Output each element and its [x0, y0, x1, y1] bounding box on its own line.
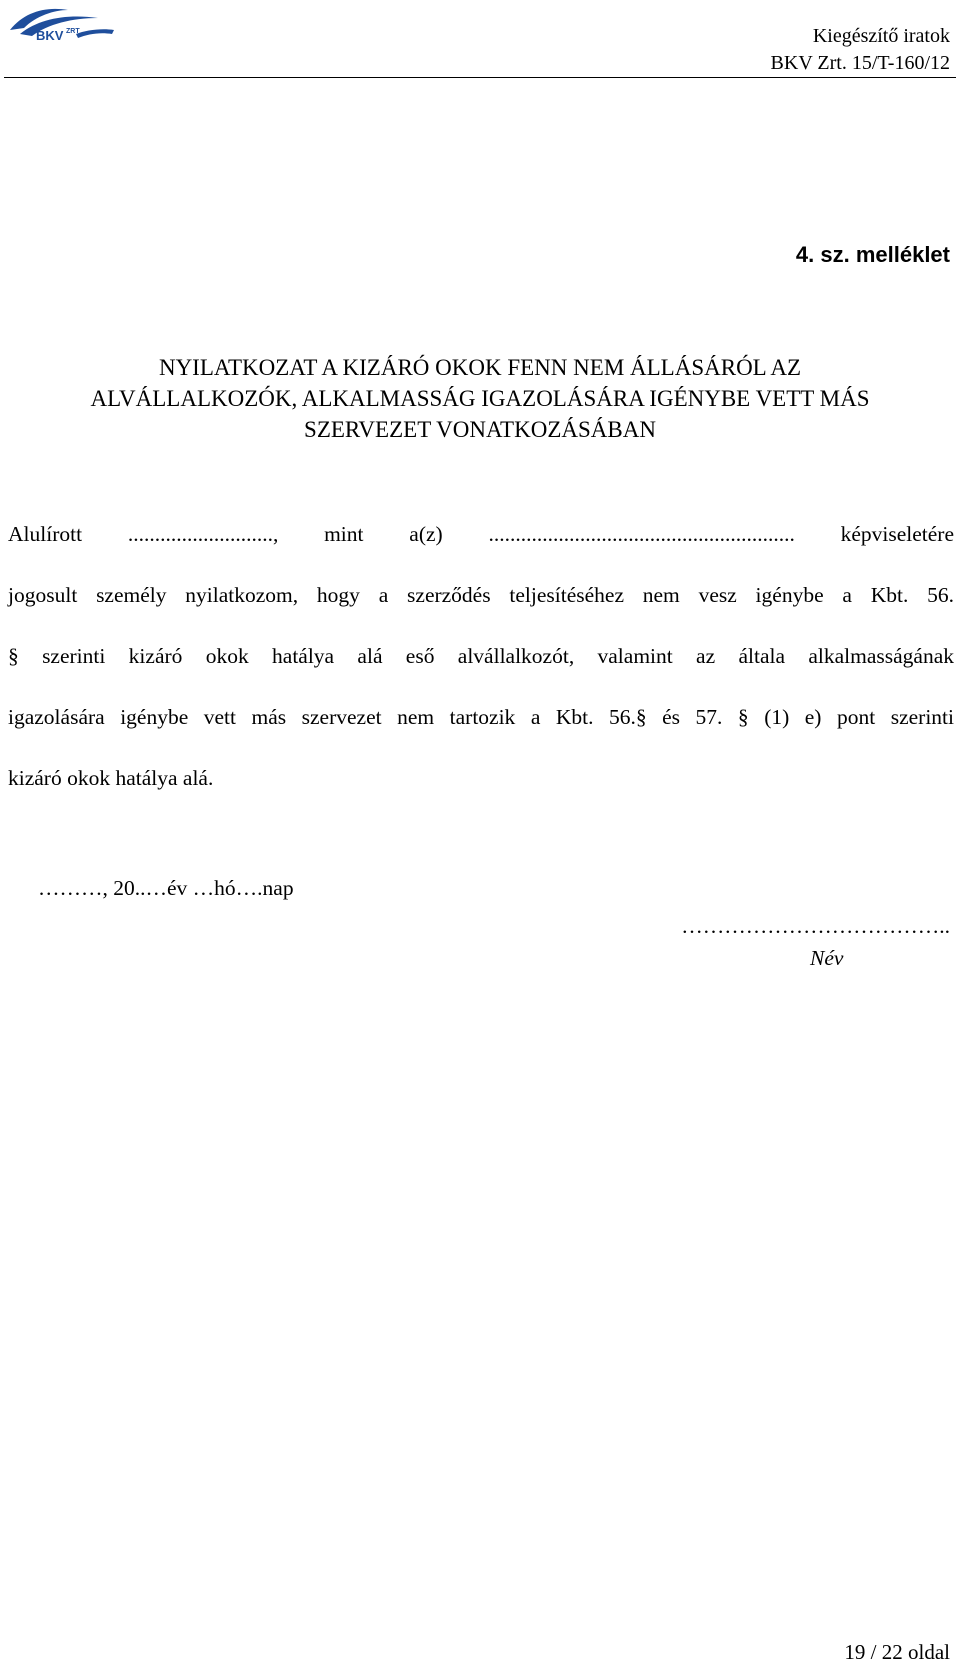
title-line: NYILATKOZAT A KIZÁRÓ OKOK FENN NEM ÁLLÁSÁRÓL AZ — [158, 355, 802, 380]
page-number: 19 / 22 oldal — [844, 1640, 950, 1664]
bkv-logo-mark — [6, 4, 118, 44]
annex-label: 4. sz. melléklet — [795, 242, 950, 267]
signature-line: ……………………………….. — [681, 914, 950, 938]
declaration-line: igazolására igénybe vett más szervezet nem tartozik a Kbt. 56.§ és 57. § (1) e) pont szerinti — [8, 705, 954, 729]
signature-name-label: Név — [810, 946, 844, 970]
document-title — [0, 352, 960, 445]
header-doc-ref: BKV Zrt. 15/T-160/12 — [770, 52, 950, 74]
declaration-paragraph — [8, 504, 954, 809]
header-doc-info — [771, 23, 950, 77]
declaration-line: § szerinti kizáró okok hatálya alá eső alvállalkozót, valamint az általa alkalmasságának — [8, 644, 954, 668]
bkv-logo — [6, 4, 118, 44]
title-line: SZERVEZET VONATKOZÁSÁBAN — [304, 417, 656, 442]
declaration-line: Alulírott ..........................., mint a(z) ......................................................... képviseletére — [8, 522, 954, 546]
date-line: ………, 20..…év …hó….nap — [38, 876, 294, 900]
declaration-line: kizáró okok hatálya alá. — [8, 766, 214, 790]
svg-text:ZRT: ZRT — [66, 28, 80, 35]
header-divider — [4, 77, 956, 78]
svg-text:BKV: BKV — [36, 28, 64, 43]
page-header — [0, 0, 960, 80]
declaration-line: jogosult személy nyilatkozom, hogy a szerződés teljesítéséhez nem vesz igénybe a Kbt. 56. — [8, 583, 954, 607]
header-doc-type: Kiegészítő iratok — [812, 25, 950, 47]
title-line: ALVÁLLALKOZÓK, ALKALMASSÁG IGAZOLÁSÁRA IGÉNYBE VETT MÁS — [90, 386, 870, 411]
